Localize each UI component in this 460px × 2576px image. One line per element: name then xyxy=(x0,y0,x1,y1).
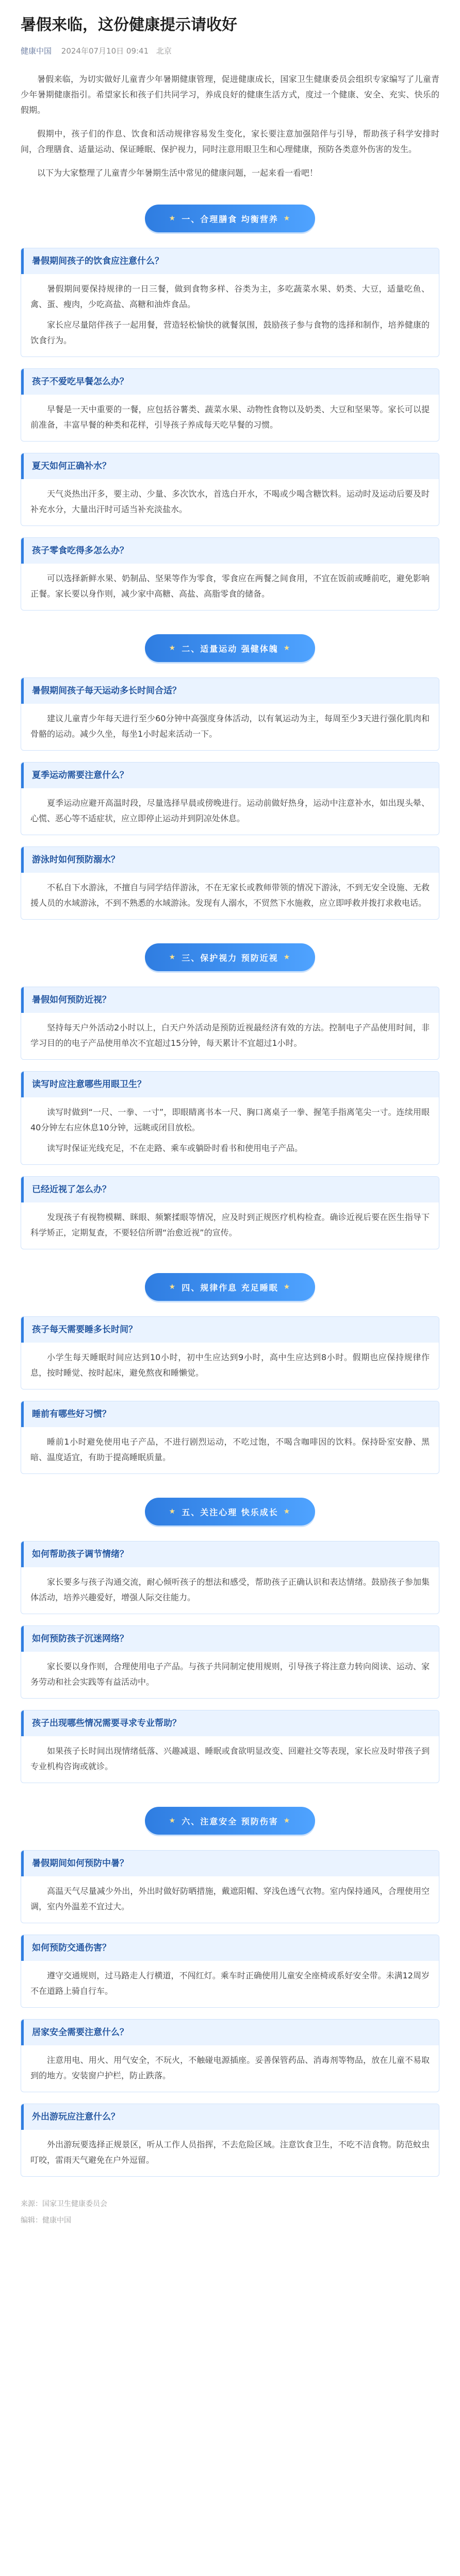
question-heading: 如何预防交通伤害？ xyxy=(21,1935,439,1961)
qa-card xyxy=(21,1935,439,2008)
qa-card xyxy=(21,762,439,835)
section-banner-label: 六、注意安全 预防伤害 xyxy=(182,1816,278,1826)
answer-paragraph: 天气炎热出汗多，要主动、少量、多次饮水，首选白开水，不喝或少喝含糖饮料。运动时及运动后要及时补充水分，大量出汗时可适当补充淡盐水。 xyxy=(30,489,430,514)
footer-editor: 编辑：健康中国 xyxy=(21,2216,71,2225)
answer-body xyxy=(21,788,439,835)
question-heading: 读写时应注意哪些用眼卫生？ xyxy=(21,1072,439,1097)
star-icon: ★ xyxy=(169,1817,177,1825)
answer-paragraph: 读写时做到“一尺、一拳、一寸”，即眼睛离书本一尺、胸口离桌子一拳、握笔手指离笔尖一寸。连续用眼40分钟左右应休息10分钟，远眺或闭目放松。 xyxy=(30,1107,430,1132)
section-banner-label: 五、关注心理 快乐成长 xyxy=(182,1507,278,1517)
answer-paragraph: 坚持每天户外活动2小时以上，白天户外活动是预防近视最经济有效的方法。控制电子产品使用时间，非学习目的的电子产品使用单次不宜超过15分钟，每天累计不宜超过1小时。 xyxy=(30,1023,430,1048)
question-heading: 暑假如何预防近视？ xyxy=(21,987,439,1013)
answer-body xyxy=(21,2130,439,2176)
star-icon: ★ xyxy=(169,953,177,961)
answer-body xyxy=(21,873,439,919)
qa-card xyxy=(21,1850,439,1923)
section-banner-label: 三、保护视力 预防近视 xyxy=(182,953,278,963)
answer-paragraph: 不私自下水游泳，不擅自与同学结伴游泳，不在无家长或教师带领的情况下游泳，不到无安全设施、无救援人员的水域游泳，不到不熟悉的水域游泳。发现有人溺水，不贸然下水施救，应立即呼救并拨打求救电话。 xyxy=(30,883,430,908)
answer-paragraph: 建议儿童青少年每天进行至少60分钟中高强度身体活动，以有氧运动为主，每周至少3天进行强化肌肉和骨骼的运动。减少久坐，每坐1小时起来活动一下。 xyxy=(30,714,430,739)
answer-paragraph: 早餐是一天中重要的一餐，应包括谷薯类、蔬菜水果、动物性食物以及奶类、大豆和坚果等。家长可以提前准备，丰富早餐的种类和花样，引导孩子养成每天吃早餐的习惯。 xyxy=(30,404,430,430)
answer-paragraph: 读写时保证光线充足，不在走路、乘车或躺卧时看书和使用电子产品。 xyxy=(47,1143,303,1153)
answer-paragraph: 夏季运动应避开高温时段，尽量选择早晨或傍晚进行。运动前做好热身，运动中注意补水，如出现头晕、心慌、恶心等不适症状，应立即停止运动并到阴凉处休息。 xyxy=(30,798,430,823)
section-banner xyxy=(145,1498,315,1526)
qa-card xyxy=(21,1625,439,1699)
answer-paragraph: 外出游玩要选择正规景区，听从工作人员指挥，不去危险区域。注意饮食卫生，不吃不洁食物。防范蚊虫叮咬，雷雨天气避免在户外逗留。 xyxy=(30,2140,430,2165)
intro xyxy=(21,72,439,181)
account-link[interactable]: 健康中国 xyxy=(21,46,52,56)
qa-card xyxy=(21,248,439,357)
qa-card xyxy=(21,537,439,611)
star-icon: ★ xyxy=(283,214,291,223)
answer-body xyxy=(21,479,439,526)
question-heading: 孩子每天需要睡多长时间？ xyxy=(21,1317,439,1343)
footer xyxy=(21,2197,439,2227)
qa-card xyxy=(21,1710,439,1783)
star-icon: ★ xyxy=(169,1283,177,1291)
question-heading: 夏季运动需要注意什么？ xyxy=(21,762,439,788)
qa-card xyxy=(21,1071,439,1165)
question-heading: 暑假期间如何预防中暑？ xyxy=(21,1851,439,1876)
answer-paragraph: 睡前1小时避免使用电子产品，不进行剧烈运动，不吃过饱，不喝含咖啡因的饮料。保持卧室安静、黑暗、温度适宜，有助于提高睡眠质量。 xyxy=(30,1437,430,1462)
answer-paragraph: 家长要以身作则，合理使用电子产品。与孩子共同制定使用规则，引导孩子将注意力转向阅读、运动、家务劳动和社会实践等有益活动中。 xyxy=(30,1662,430,1687)
answer-paragraph: 高温天气尽量减少外出，外出时做好防晒措施，戴遮阳帽、穿浅色透气衣物。室内保持通风，合理使用空调，室内外温差不宜过大。 xyxy=(30,1886,430,1911)
qa-card xyxy=(21,1176,439,1249)
star-icon: ★ xyxy=(283,644,291,652)
answer-paragraph: 家长应尽量陪伴孩子一起用餐，营造轻松愉快的就餐氛围，鼓励孩子参与食物的选择和制作，培养健康的饮食行为。 xyxy=(30,320,430,345)
intro-paragraph: 假期中，孩子们的作息、饮食和活动规律容易发生变化，家长要注意加强陪伴与引导，帮助孩子科学安排时间，合理膳食、适量运动、保证睡眠、保护视力，同时注意用眼卫生和心理健康，预防各类意外伤害的发生。 xyxy=(21,129,439,154)
intro-paragraph: 暑假来临，为切实做好儿童青少年暑期健康管理，促进健康成长，国家卫生健康委员会组织专家编写了儿童青少年暑期健康指引。希望家长和孩子们共同学习，养成良好的健康生活方式，度过一个健康、安全、充实、快乐的假期。 xyxy=(21,74,439,115)
qa-card xyxy=(21,1541,439,1614)
question-heading: 孩子不爱吃早餐怎么办？ xyxy=(21,369,439,395)
question-heading: 居家安全需要注意什么？ xyxy=(21,2020,439,2045)
qa-card xyxy=(21,2019,439,2092)
answer-body xyxy=(21,1097,439,1164)
question-heading: 夏天如何正确补水？ xyxy=(21,453,439,479)
qa-card xyxy=(21,987,439,1060)
section-banner-label: 四、规律作息 充足睡眠 xyxy=(182,1282,278,1293)
answer-body xyxy=(21,1736,439,1783)
question-heading: 外出游玩应注意什么？ xyxy=(21,2104,439,2130)
star-icon: ★ xyxy=(169,1507,177,1516)
qa-card xyxy=(21,846,439,920)
qa-card xyxy=(21,1316,439,1389)
answer-body xyxy=(21,1652,439,1698)
answer-paragraph: 注意用电、用火、用气安全，不玩火，不触碰电源插座。妥善保管药品、消毒剂等物品，放在儿童不易取到的地方。安装窗户护栏，防止跌落。 xyxy=(30,2055,430,2080)
publish-time: 2024年07月10日 09:41 xyxy=(61,46,149,56)
question-heading: 如何预防孩子沉迷网络？ xyxy=(21,1626,439,1652)
star-icon: ★ xyxy=(283,953,291,961)
answer-body xyxy=(21,1343,439,1389)
answer-body xyxy=(21,1876,439,1923)
qa-card xyxy=(21,2104,439,2177)
answer-body xyxy=(21,1013,439,1059)
answer-body xyxy=(21,1961,439,2007)
article-meta xyxy=(21,45,439,56)
answer-body xyxy=(21,564,439,610)
publish-location: 北京 xyxy=(156,46,172,56)
answer-paragraph: 发现孩子有视物模糊、眯眼、频繁揉眼等情况，应及时到正规医疗机构检查。确诊近视后要在医生指导下科学矫正，定期复查，不要轻信所谓“治愈近视”的宣传。 xyxy=(30,1212,430,1238)
question-heading: 暑假期间孩子每天运动多长时间合适？ xyxy=(21,678,439,704)
star-icon: ★ xyxy=(169,214,177,223)
answer-paragraph: 如果孩子长时间出现情绪低落、兴趣减退、睡眠或食欲明显改变、回避社交等表现，家长应及时带孩子到专业机构咨询或就诊。 xyxy=(30,1746,430,1771)
answer-body xyxy=(21,704,439,750)
section-banner-label: 二、适量运动 强健体魄 xyxy=(182,643,278,654)
question-heading: 孩子零食吃得多怎么办？ xyxy=(21,538,439,564)
question-heading: 游泳时如何预防溺水？ xyxy=(21,847,439,873)
answer-paragraph: 暑假期间要保持规律的一日三餐，做到食物多样、谷类为主，多吃蔬菜水果、奶类、大豆，适量吃鱼、禽、蛋、瘦肉，少吃高盐、高糖和油炸食品。 xyxy=(30,284,430,309)
question-heading: 已经近视了怎么办？ xyxy=(21,1177,439,1202)
star-icon: ★ xyxy=(283,1283,291,1291)
section-banner-label: 一、合理膳食 均衡营养 xyxy=(182,214,278,224)
question-heading: 如何帮助孩子调节情绪？ xyxy=(21,1541,439,1567)
section-banner xyxy=(145,634,315,662)
answer-body xyxy=(21,1427,439,1473)
answer-body xyxy=(21,395,439,441)
question-heading: 孩子出现哪些情况需要寻求专业帮助？ xyxy=(21,1710,439,1736)
answer-paragraph: 小学生每天睡眠时间应达到10小时，初中生应达到9小时，高中生应达到8小时。假期也应保持规律作息，按时睡觉、按时起床，避免熬夜和睡懒觉。 xyxy=(30,1352,430,1378)
article-title: 暑假来临，这份健康提示请收好 xyxy=(21,16,237,34)
question-heading: 睡前有哪些好习惯？ xyxy=(21,1401,439,1427)
answer-body xyxy=(21,1202,439,1249)
question-heading: 暑假期间孩子的饮食应注意什么？ xyxy=(21,248,439,274)
star-icon: ★ xyxy=(169,644,177,652)
sections xyxy=(21,205,439,2177)
footer-source: 来源：国家卫生健康委员会 xyxy=(21,2200,107,2208)
section-banner xyxy=(145,205,315,232)
qa-card xyxy=(21,453,439,526)
answer-paragraph: 遵守交通规则，过马路走人行横道，不闯红灯。乘车时正确使用儿童安全座椅或系好安全带。未满12周岁不在道路上骑自行车。 xyxy=(30,1971,430,1996)
star-icon: ★ xyxy=(283,1817,291,1825)
qa-card xyxy=(21,677,439,751)
intro-paragraph: 以下为大家整理了儿童青少年暑期生活中常见的健康问题，一起来看一看吧！ xyxy=(37,168,318,178)
section-banner xyxy=(145,1273,315,1301)
answer-body xyxy=(21,274,439,357)
section-banner xyxy=(145,943,315,971)
qa-card xyxy=(21,1401,439,1474)
answer-body xyxy=(21,2045,439,2092)
answer-paragraph: 可以选择新鲜水果、奶制品、坚果等作为零食，零食应在两餐之间食用，不宜在饭前或睡前吃，避免影响正餐。家长要以身作则，减少家中高糖、高盐、高脂零食的储备。 xyxy=(30,573,430,599)
star-icon: ★ xyxy=(283,1507,291,1516)
section-banner xyxy=(145,1807,315,1835)
answer-paragraph: 家长要多与孩子沟通交流，耐心倾听孩子的想法和感受，帮助孩子正确认识和表达情绪。鼓励孩子参加集体活动，培养兴趣爱好，增强人际交往能力。 xyxy=(30,1577,430,1602)
qa-card xyxy=(21,368,439,442)
answer-body xyxy=(21,1567,439,1614)
